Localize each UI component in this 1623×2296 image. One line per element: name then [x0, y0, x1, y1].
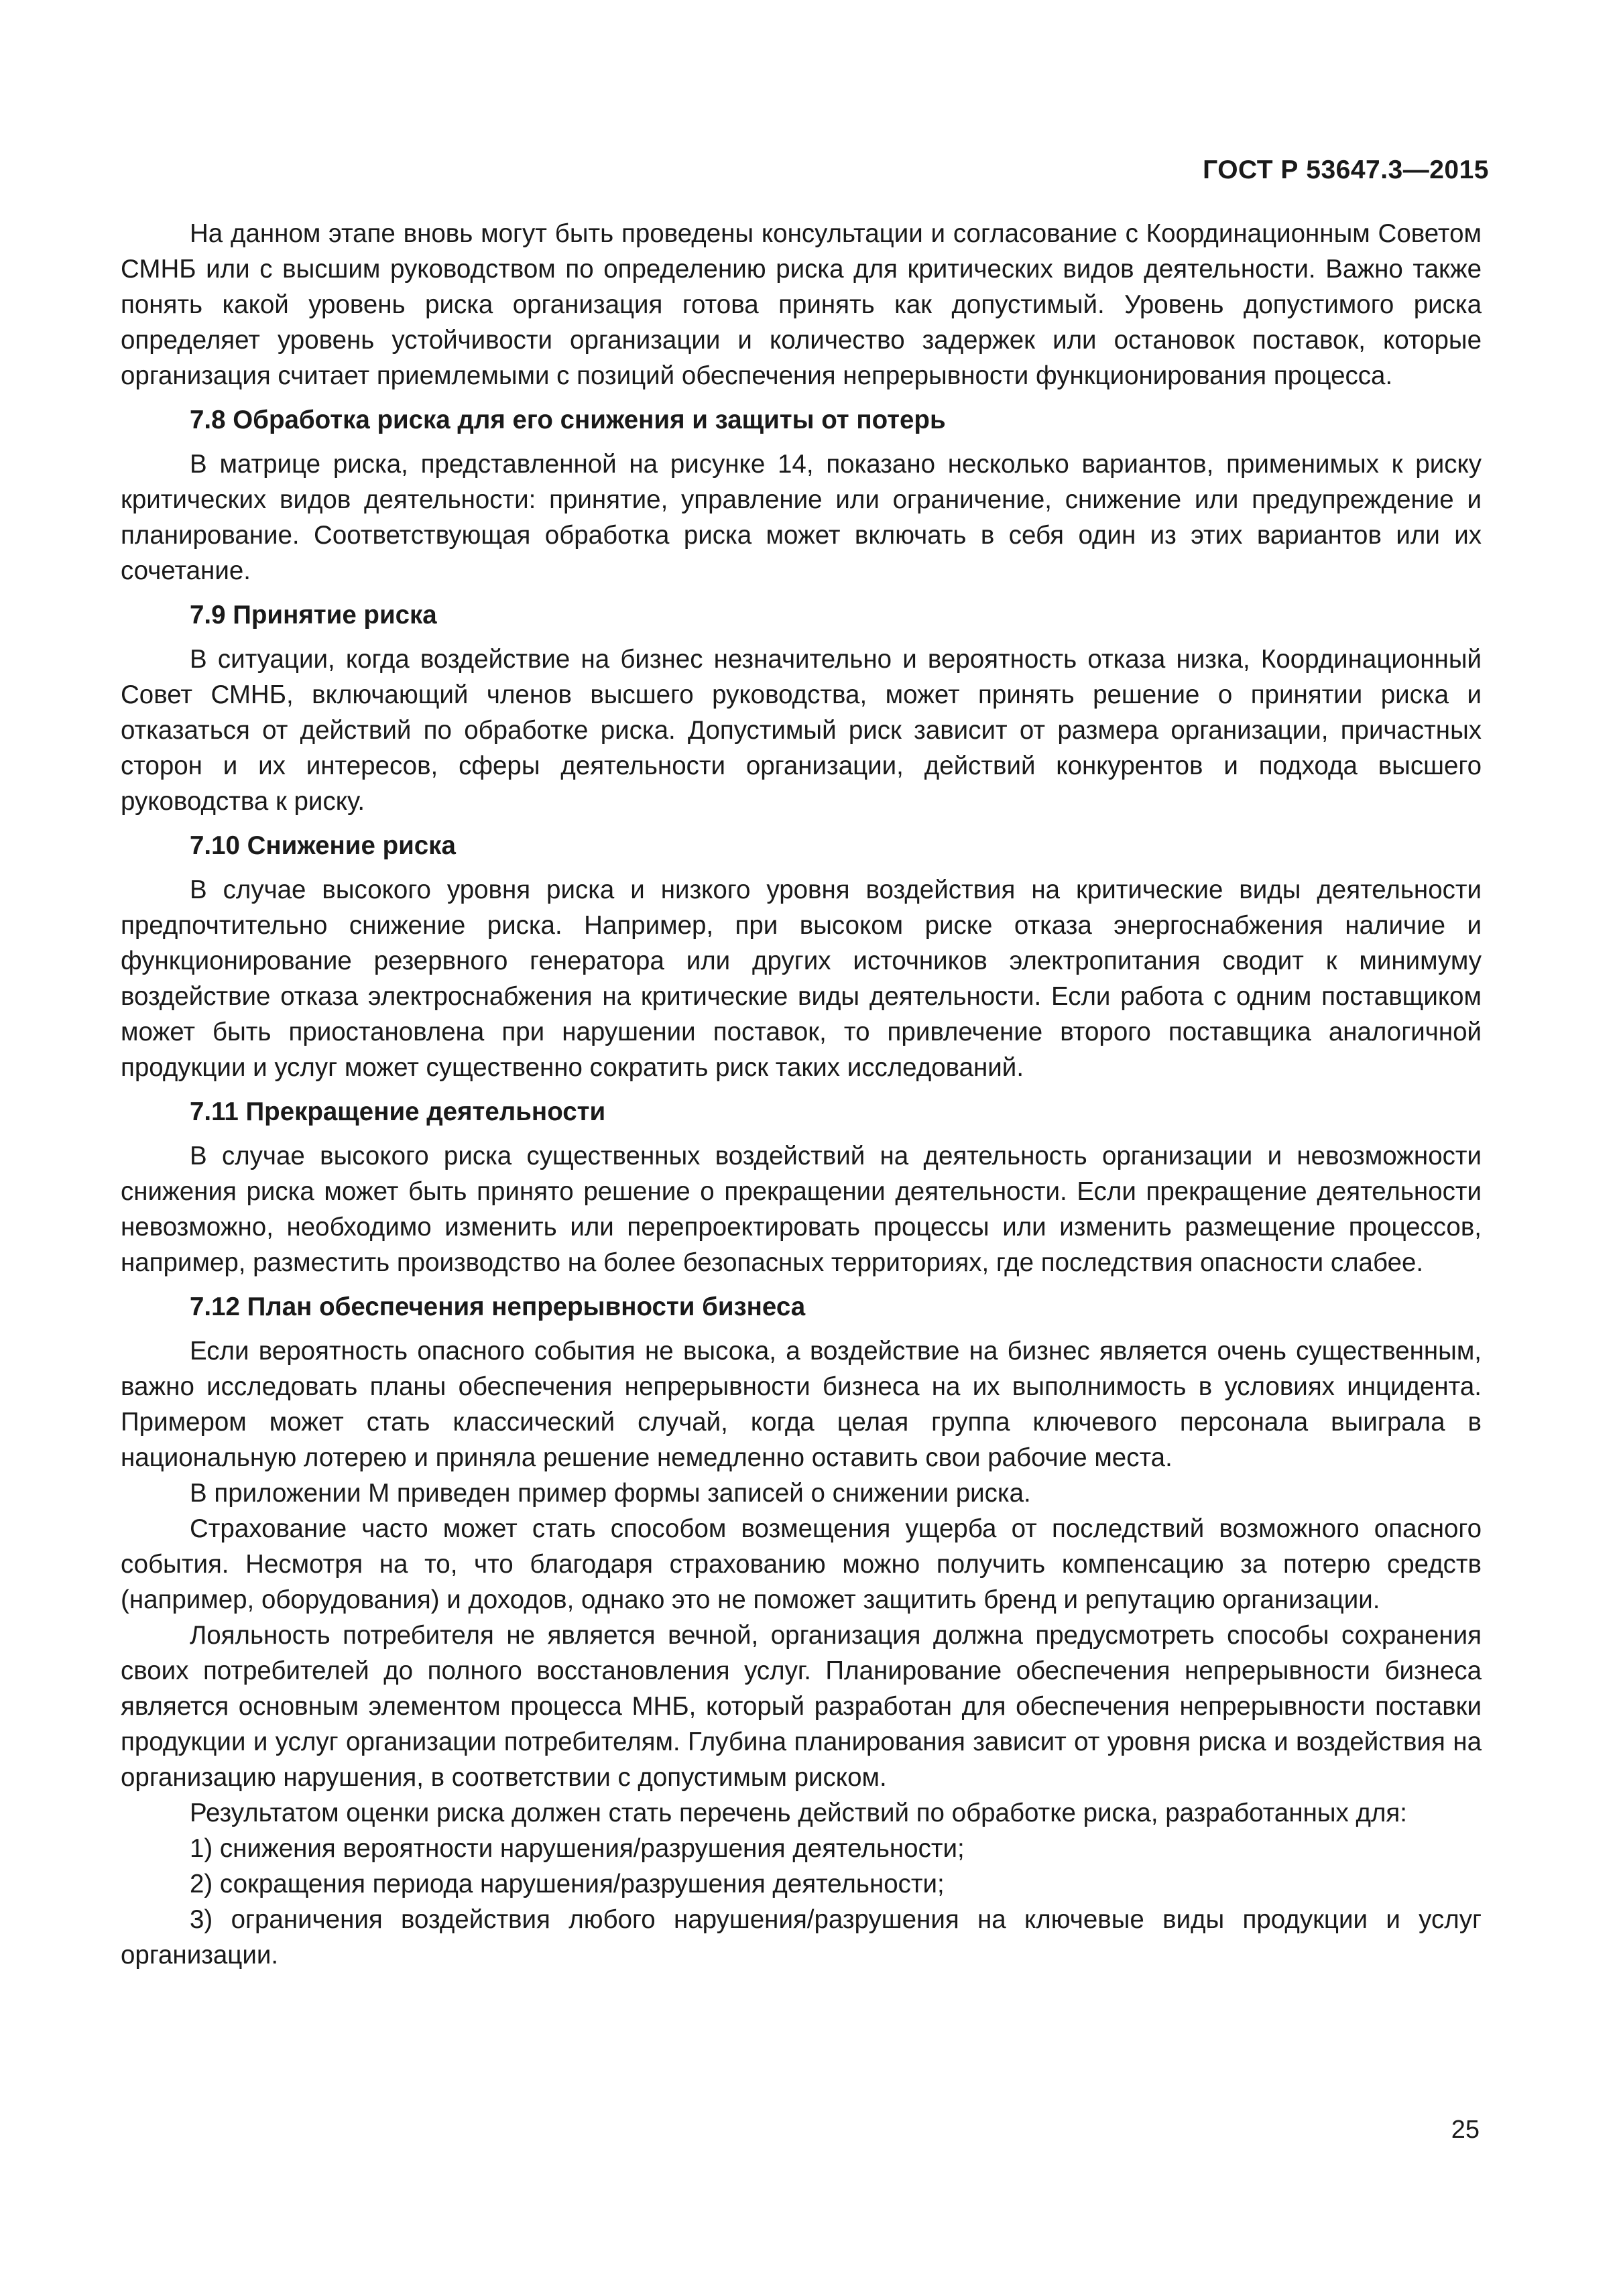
section-7-8-paragraph: В матрице риска, представленной на рисунке 14, показано несколько вариантов, применимых к риску критических видов деятельности: принятие, управление или ограничение, снижение или предупреждение и планирование. Соответствующая обработка риска может включать в себя один из этих вариантов или их сочетание.	[121, 450, 1482, 585]
section-7-12-paragraph-5: Результатом оценки риска должен стать перечень действий по обработке риска, разработанных для:	[190, 1799, 1407, 1827]
section-7-12-paragraph-2: В приложении М приведен пример формы записей о снижении риска.	[190, 1479, 1031, 1508]
section-heading-7-11: 7.11 Прекращение деятельности	[190, 1097, 606, 1126]
section-7-12-paragraph-3: Страхование часто может стать способом возмещения ущерба от последствий возможного опасного события. Несмотря на то, что благодаря страхованию можно получить компенсацию за потерю средств (например, оборудования) и доходов, однако это не поможет защитить бренд и репутацию организации.	[121, 1514, 1482, 1614]
list-item: 1) снижения вероятности нарушения/разрушения деятельности;	[190, 1834, 965, 1863]
section-heading-7-10: 7.10 Снижение риска	[190, 831, 456, 860]
section-7-10-paragraph: В случае высокого уровня риска и низкого уровня воздействия на критические виды деятельности предпочтительно снижение риска. Например, при высоком риске отказа энергоснабжения наличие и функционирование резервного генератора или других источников электропитания сводит к минимуму воздействие отказа электроснабжения на критические виды деятельности. Если работа с одним поставщиком может быть приостановлена при нарушении поставок, то привлечение второго поставщика аналогичной продукции и услуг может существенно сократить риск таких исследований.	[121, 875, 1482, 1082]
section-heading-7-9: 7.9 Принятие риска	[190, 601, 437, 629]
section-7-12-paragraph-4: Лояльность потребителя не является вечной, организация должна предусмотреть способы сохранения своих потребителей до полного восстановления услуг. Планирование обеспечения непрерывности бизнеса является основным элементом процесса МНБ, который разработан для обеспечения непрерывности поставки продукции и услуг организации потребителям. Глубина планирования зависит от уровня риска и воздействия на организацию нарушения, в соответствии с допустимым риском.	[121, 1621, 1482, 1792]
document-code-header: ГОСТ Р 53647.3—2015	[1203, 156, 1489, 184]
page-number: 25	[1451, 2116, 1480, 2144]
section-7-9-paragraph: В ситуации, когда воздействие на бизнес незначительно и вероятность отказа низка, Координационный Совет СМНБ, включающий членов высшего руководства, может принять решение о принятии риска и отказаться от действий по обработке риска. Допустимый риск зависит от размера организации, причастных сторон и их интересов, сферы деятельности организации, действий конкурентов и подхода высшего руководства к риску.	[121, 645, 1482, 816]
risk-actions-list	[121, 1831, 1482, 1973]
document-body	[121, 216, 1482, 1973]
intro-paragraph: На данном этапе вновь могут быть проведены консультации и согласование с Координационным Советом СМНБ или с высшим руководством по определению риска для критических видов деятельности. Важно также понять какой уровень риска организация готова принять как допустимый. Уровень допустимого риска определяет уровень устойчивости организации и количество задержек или остановок поставок, которые организация считает приемлемыми с позиций обеспечения непрерывности функционирования процесса.	[121, 219, 1482, 390]
list-item: 3) ограничения воздействия любого нарушения/разрушения на ключевые виды продукции и услуг организации.	[121, 1905, 1482, 1970]
section-7-11-paragraph: В случае высокого риска существенных воздействий на деятельность организации и невозможности снижения риска может быть принято решение о прекращении деятельности. Если прекращение деятельности невозможно, необходимо изменить или перепроектировать процессы или изменить размещение процессов, например, разместить производство на более безопасных территориях, где последствия опасности слабее.	[121, 1142, 1482, 1277]
section-heading-7-12: 7.12 План обеспечения непрерывности бизнеса	[190, 1292, 806, 1321]
list-item: 2) сокращения периода нарушения/разрушения деятельности;	[190, 1870, 945, 1898]
section-7-12-paragraph-1: Если вероятность опасного события не высока, а воздействие на бизнес является очень существенным, важно исследовать планы обеспечения непрерывности бизнеса на их выполнимость в условиях инцидента. Примером может стать классический случай, когда целая группа ключевого персонала выиграла в национальную лотерею и приняла решение немедленно оставить свои рабочие места.	[121, 1337, 1482, 1472]
section-heading-7-8: 7.8 Обработка риска для его снижения и защиты от потерь	[190, 406, 946, 434]
